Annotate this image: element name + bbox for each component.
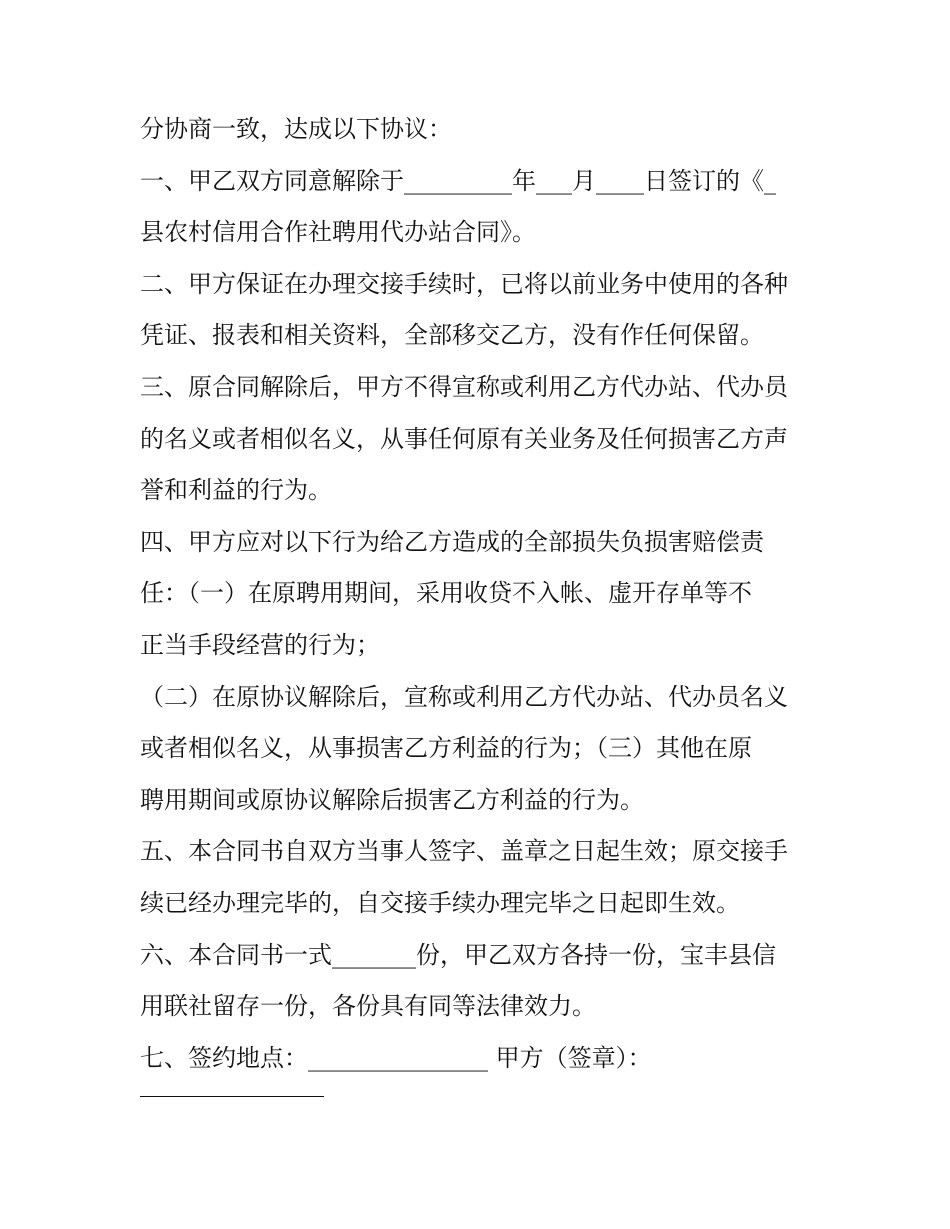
text-line: 五、本合同书自双方当事人签字、盖章之日起生效；原交接手: [140, 837, 788, 866]
text-line: 用联社留存一份，各份具有同等法律效力。: [140, 992, 596, 1021]
text-line: 四、甲方应对以下行为给乙方造成的全部损失负损害赔偿责: [140, 527, 764, 556]
text-line: 续已经办理完毕的，自交接手续办理完毕之日起即生效。: [140, 888, 740, 917]
text-line: 任：（一）在原聘用期间，采用收贷不入帐、虚开存单等不: [140, 579, 752, 608]
text-line: 二、甲方保证在办理交接手续时，已将以前业务中使用的各种: [140, 269, 788, 298]
signature-blank-line: [140, 1096, 324, 1097]
text-line: 七、签约地点：_______________ 甲方（签章）：: [140, 1043, 652, 1072]
text-line: 三、原合同解除后，甲方不得宣称或利用乙方代办站、代办员: [140, 372, 788, 401]
text-line: 六、本合同书一式_______份，甲乙双方各持一份，宝丰县信: [140, 940, 776, 969]
text-line: 县农村信用合作社聘用代办站合同》。: [140, 218, 536, 247]
text-line: 分协商一致，达成以下协议：: [140, 115, 452, 143]
text-line: 誉和利益的行为。: [140, 476, 332, 505]
text-line: 正当手段经营的行为；: [140, 630, 380, 659]
contract-body-text: [140, 104, 820, 1084]
text-line: 的名义或者相似名义，从事任何原有关业务及任何损害乙方声: [140, 424, 788, 453]
text-line: 凭证、报表和相关资料，全部移交乙方，没有作任何保留。: [140, 321, 764, 350]
text-line: （二）在原协议解除后，宣称或利用乙方代办站、代办员名义: [140, 682, 788, 711]
text-line: 或者相似名义，从事损害乙方利益的行为；（三）其他在原: [140, 734, 752, 763]
text-line: 一、甲乙双方同意解除于_________年___月____日签订的《_: [140, 166, 776, 195]
text-line: 聘用期间或原协议解除后损害乙方利益的行为。: [140, 785, 644, 814]
